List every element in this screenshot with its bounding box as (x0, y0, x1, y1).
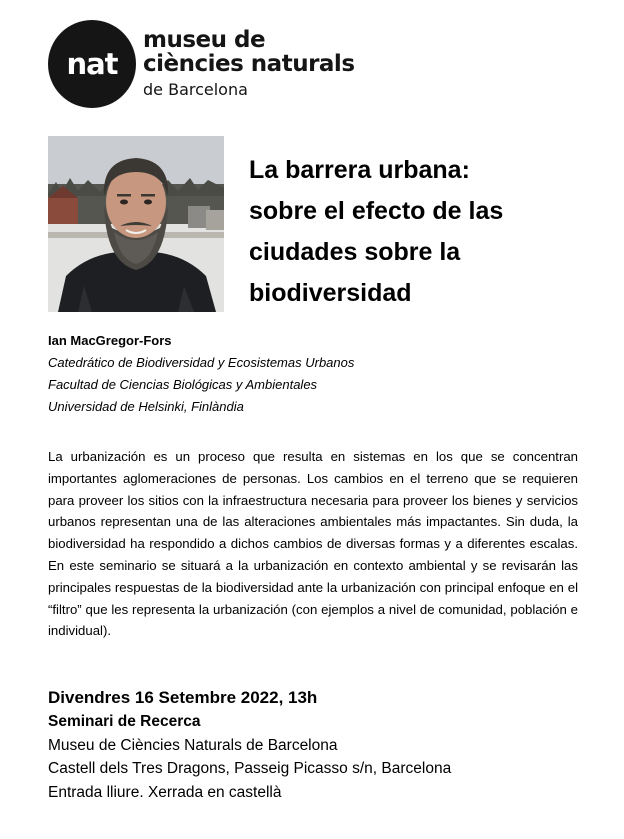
event-venue: Museu de Ciències Naturals de Barcelona (48, 736, 338, 754)
title-line: ciudades sobre la (249, 238, 461, 266)
logo-line-1: museu de (143, 27, 266, 53)
logo-line-3: de Barcelona (143, 80, 248, 99)
speaker-faculty: Facultad de Ciencias Biológicas y Ambientales (48, 377, 318, 392)
logo-line-2: ciències naturals (143, 51, 355, 77)
speaker-info (48, 330, 354, 418)
title-line: biodiversidad (249, 279, 412, 307)
title-line: La barrera urbana: (249, 156, 470, 184)
logo-wordmark (143, 28, 355, 102)
event-notes: Entrada lliure. Xerrada en castellà (48, 783, 282, 801)
logo-badge: nat (48, 20, 136, 108)
speaker-photo (48, 136, 224, 312)
title-line: sobre el efecto de las (249, 197, 504, 225)
event-date: Divendres 16 Setembre 2022, 13h (48, 688, 318, 707)
speaker-name: Ian MacGregor-Fors (48, 333, 172, 348)
speaker-portrait-icon (48, 136, 224, 312)
speaker-position: Catedrático de Biodiversidad y Ecosistemas Urbanos (48, 355, 355, 370)
event-details (48, 686, 451, 804)
museum-logo (48, 20, 355, 110)
abstract-text: La urbanización es un proceso que resulta en sistemas en los que se concentran importantes aglomeraciones de personas. Los cambios en el terreno que se requieren para proveer los sitios con la infraestructura necesaria para proveer los bienes y servicios urbanos representan una de las alteraciones ambientales más impactantes. Sin duda, la biodiversidad ha respondido a dichos cambios de diversas formas y a diferentes escalas. En este seminario se situará a la urbanización en contexto ambiental y se revisarán las principales respuestas de la biodiversidad ante la urbanización con principal enfoque en el “filtro” que les representa la urbanización (con ejemplos a nivel de comunidad, población e individual). (48, 449, 578, 639)
talk-title (249, 150, 579, 314)
event-address: Castell dels Tres Dragons, Passeig Picasso s/n, Barcelona (48, 760, 452, 777)
speaker-university: Universidad de Helsinki, Finlàndia (48, 399, 244, 414)
event-type: Seminari de Recerca (48, 713, 201, 730)
